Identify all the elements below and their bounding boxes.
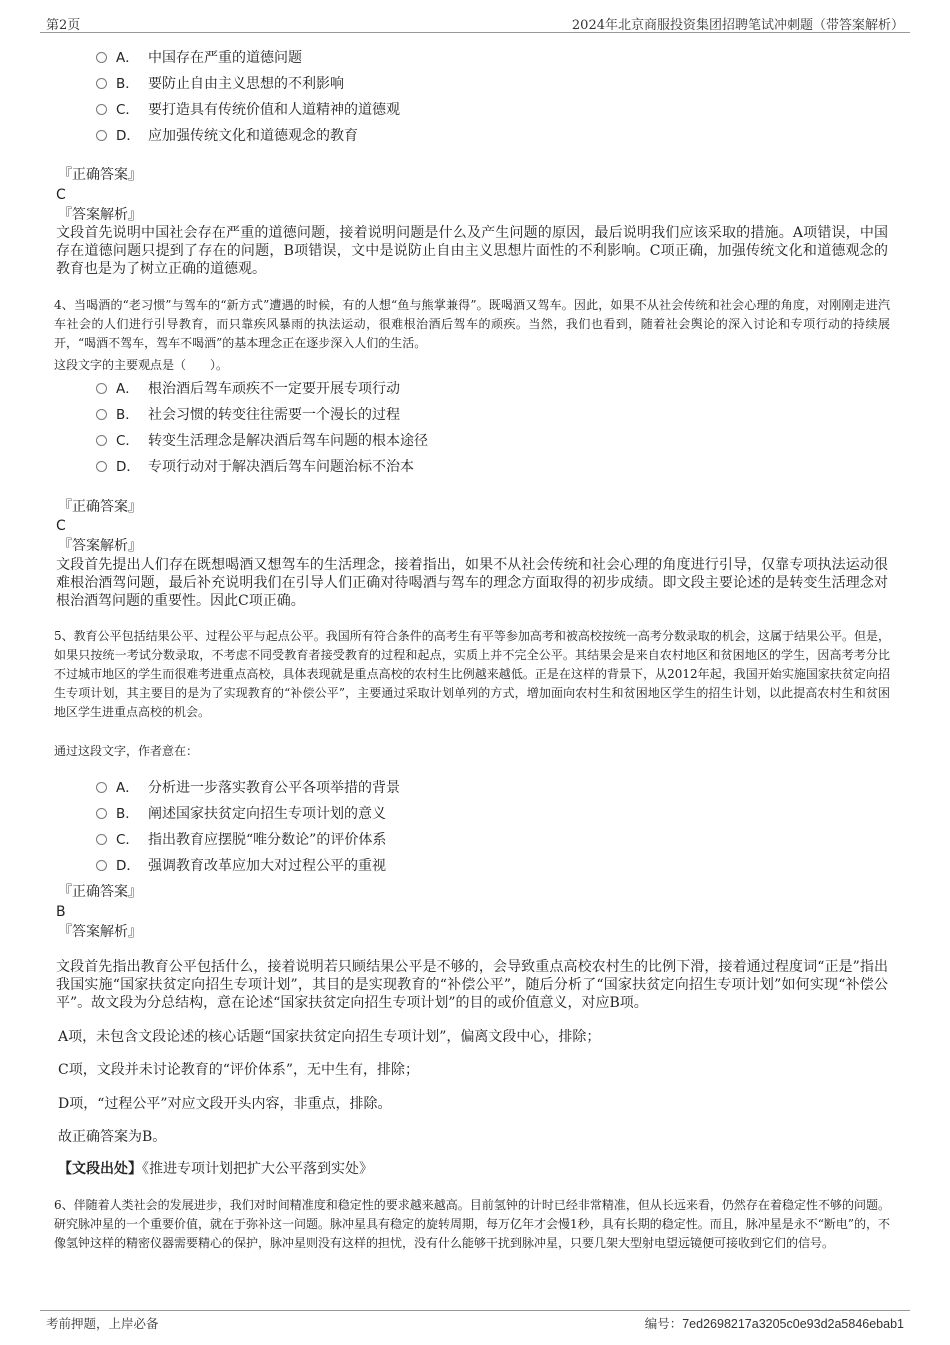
code-label: 编号：: [644, 1316, 683, 1331]
q4-analysis: 文段首先提出人们存在既想喝酒又想驾车的生活理念，接着指出，如果不从社会传统和社会心理的角度进行引导，仅靠专项执法运动很难根治酒驾问题，最后补充说明我们在引导人们正确对待喝酒与驾车的理念方面取得的初步成绩。即文段主要论述的是转变生活理念对根治酒驾问题的重要性。因此C项正确。: [56, 557, 888, 609]
header-divider: [40, 32, 910, 33]
footer-divider: [40, 1310, 910, 1311]
q5-answer-label: 『正确答案』: [58, 884, 142, 900]
radio-icon[interactable]: [96, 104, 107, 115]
q3-option-d[interactable]: D． 应加强传统文化和道德观念的教育: [96, 127, 358, 145]
q3-analysis-label: 『答案解析』: [58, 207, 142, 223]
radio-icon[interactable]: [96, 78, 107, 89]
radio-icon[interactable]: [96, 383, 107, 394]
q4-option-a[interactable]: A． 根治酒后驾车顽疾不一定要开展专项行动: [96, 380, 400, 398]
q3-option-c[interactable]: C． 要打造具有传统价值和人道精神的道德观: [96, 101, 400, 119]
radio-icon[interactable]: [96, 409, 107, 420]
q5-question: 通过这段文字，作者意在：: [54, 744, 199, 758]
q3-option-b[interactable]: B． 要防止自由主义思想的不利影响: [96, 75, 344, 93]
radio-icon[interactable]: [96, 52, 107, 63]
q3-option-a[interactable]: A． 中国存在严重的道德问题: [96, 49, 302, 67]
q4-option-d[interactable]: D． 专项行动对于解决酒后驾车问题治标不治本: [96, 458, 414, 476]
q5-note-a: A项，未包含文段论述的核心话题“国家扶贫定向招生专项计划”，偏离文段中心，排除；: [58, 1029, 601, 1045]
q4-analysis-label: 『答案解析』: [58, 538, 142, 554]
radio-icon[interactable]: [96, 860, 107, 871]
q4-stem: 4、当喝酒的“老习惯”与驾车的“新方式”遭遇的时候，有的人想“鱼与熊掌兼得”。既喝酒又驾车。因此，如果不从社会传统和社会心理的角度，对刚刚走进汽车社会的人们进行引导教育，而只靠疾风暴雨的执法运动，很难根治酒后驾车的顽疾。当然，我们也看到，随着社会舆论的深入讨论和专项行动的持续展开，“喝酒不驾车，驾车不喝酒”的基本理念正在逐步深入人们的生活。: [54, 298, 890, 350]
code-value: 7ed2698217a3205c0e93d2a5846ebab1: [682, 1317, 904, 1331]
q4-answer: C: [56, 518, 66, 534]
q5-conclusion: 故正确答案为B。: [58, 1129, 167, 1145]
source-label: 【文段出处】: [58, 1161, 142, 1177]
footer-slogan: 考前押题，上岸必备: [46, 1316, 159, 1331]
radio-icon[interactable]: [96, 834, 107, 845]
q5-note-c: C项，文段并未讨论教育的“评价体系”，无中生有，排除；: [58, 1062, 420, 1078]
q5-analysis-label: 『答案解析』: [58, 924, 142, 940]
q5-option-a[interactable]: A． 分析进一步落实教育公平各项举措的背景: [96, 779, 400, 797]
q3-analysis: 文段首先说明中国社会存在严重的道德问题，接着说明问题是什么及产生问题的原因，最后说明我们应该采取的措施。A项错误，中国存在道德问题只提到了存在的问题，B项错误，文中是说防止自由主义思想片面性的不利影响。C项正确，加强传统文化和道德观念的教育也是为了树立正确的道德观。: [56, 225, 888, 277]
page-number: 第2页: [46, 18, 81, 33]
q5-source: [58, 1160, 373, 1178]
q3-answer-label: 『正确答案』: [58, 167, 142, 183]
q5-stem: 5、教育公平包括结果公平、过程公平与起点公平。我国所有符合条件的高考生有平等参加高考和被高校按统一高考分数录取的机会，这属于结果公平。但是，如果只按统一考试分数录取，不考虑不同受教育者接受教育的过程和起点，实质上并不完全公平。其结果会是来自农村地区和贫困地区的学生，因高考考分比不过城市地区的学生而很难考进重点高校，具体表现就是重点高校的农村生比例越来越低。正是在这样的背景下，从2012年起，我国开始实施国家扶贫定向招生专项计划，其主要目的是为了实现教育的“补偿公平”，主要通过采取计划单列的方式，增加面向农村生和贫困地区学生的招生计划，以此提高农村生和贫困地区学生进重点高校的机会。: [54, 629, 890, 719]
document-title: 2024年北京商服投资集团招聘笔试冲刺题（带答案解析）: [571, 18, 904, 33]
q4-question: 这段文字的主要观点是（ ）。: [54, 358, 229, 372]
q5-answer: B: [56, 904, 66, 920]
radio-icon[interactable]: [96, 435, 107, 446]
q5-note-d: D项，“过程公平”对应文段开头内容，非重点，排除。: [58, 1096, 392, 1112]
q5-option-d[interactable]: D． 强调教育改革应加大对过程公平的重视: [96, 857, 386, 875]
radio-icon[interactable]: [96, 461, 107, 472]
q5-option-c[interactable]: C． 指出教育应摆脱“唯分数论”的评价体系: [96, 831, 386, 849]
q4-option-b[interactable]: B． 社会习惯的转变往往需要一个漫长的过程: [96, 406, 400, 424]
q6-stem: 6、伴随着人类社会的发展进步，我们对时间精准度和稳定性的要求越来越高。目前氢钟的计时已经非常精准，但从长远来看，仍然存在着稳定性不够的问题。研究脉冲星的一个重要价值，就在于弥补这一问题。脉冲星具有稳定的旋转周期，每万亿年才会慢1秒，具有长期的稳定性。而且，脉冲星是永不“断电”的，不像氢钟这样的精密仪器需要精心的保护，脉冲星则没有这样的担忧，没有什么能够干扰到脉冲星，只要几架大型射电望远镜便可接收到它们的信号。: [54, 1198, 890, 1250]
q3-answer: C: [56, 187, 66, 203]
source-title: 《推进专项计划把扩大公平落到实处》: [142, 1161, 373, 1177]
radio-icon[interactable]: [96, 808, 107, 819]
q5-analysis: 文段首先指出教育公平包括什么，接着说明若只顾结果公平是不够的，会导致重点高校农村生的比例下滑，接着通过程度词“正是”指出我国实施“国家扶贫定向招生专项计划”，其目的是实现教育的“补偿公平”，随后分析了“国家扶贫定向招生专项计划”如何实现“补偿公平”。故文段为分总结构，意在论述“国家扶贫定向招生专项计划”的目的或价值意义，对应B项。: [56, 959, 888, 1011]
footer-code: [645, 1314, 904, 1332]
q5-option-b[interactable]: B． 阐述国家扶贫定向招生专项计划的意义: [96, 805, 386, 823]
q4-option-c[interactable]: C． 转变生活理念是解决酒后驾车问题的根本途径: [96, 432, 428, 450]
radio-icon[interactable]: [96, 130, 107, 141]
radio-icon[interactable]: [96, 782, 107, 793]
q4-answer-label: 『正确答案』: [58, 499, 142, 515]
